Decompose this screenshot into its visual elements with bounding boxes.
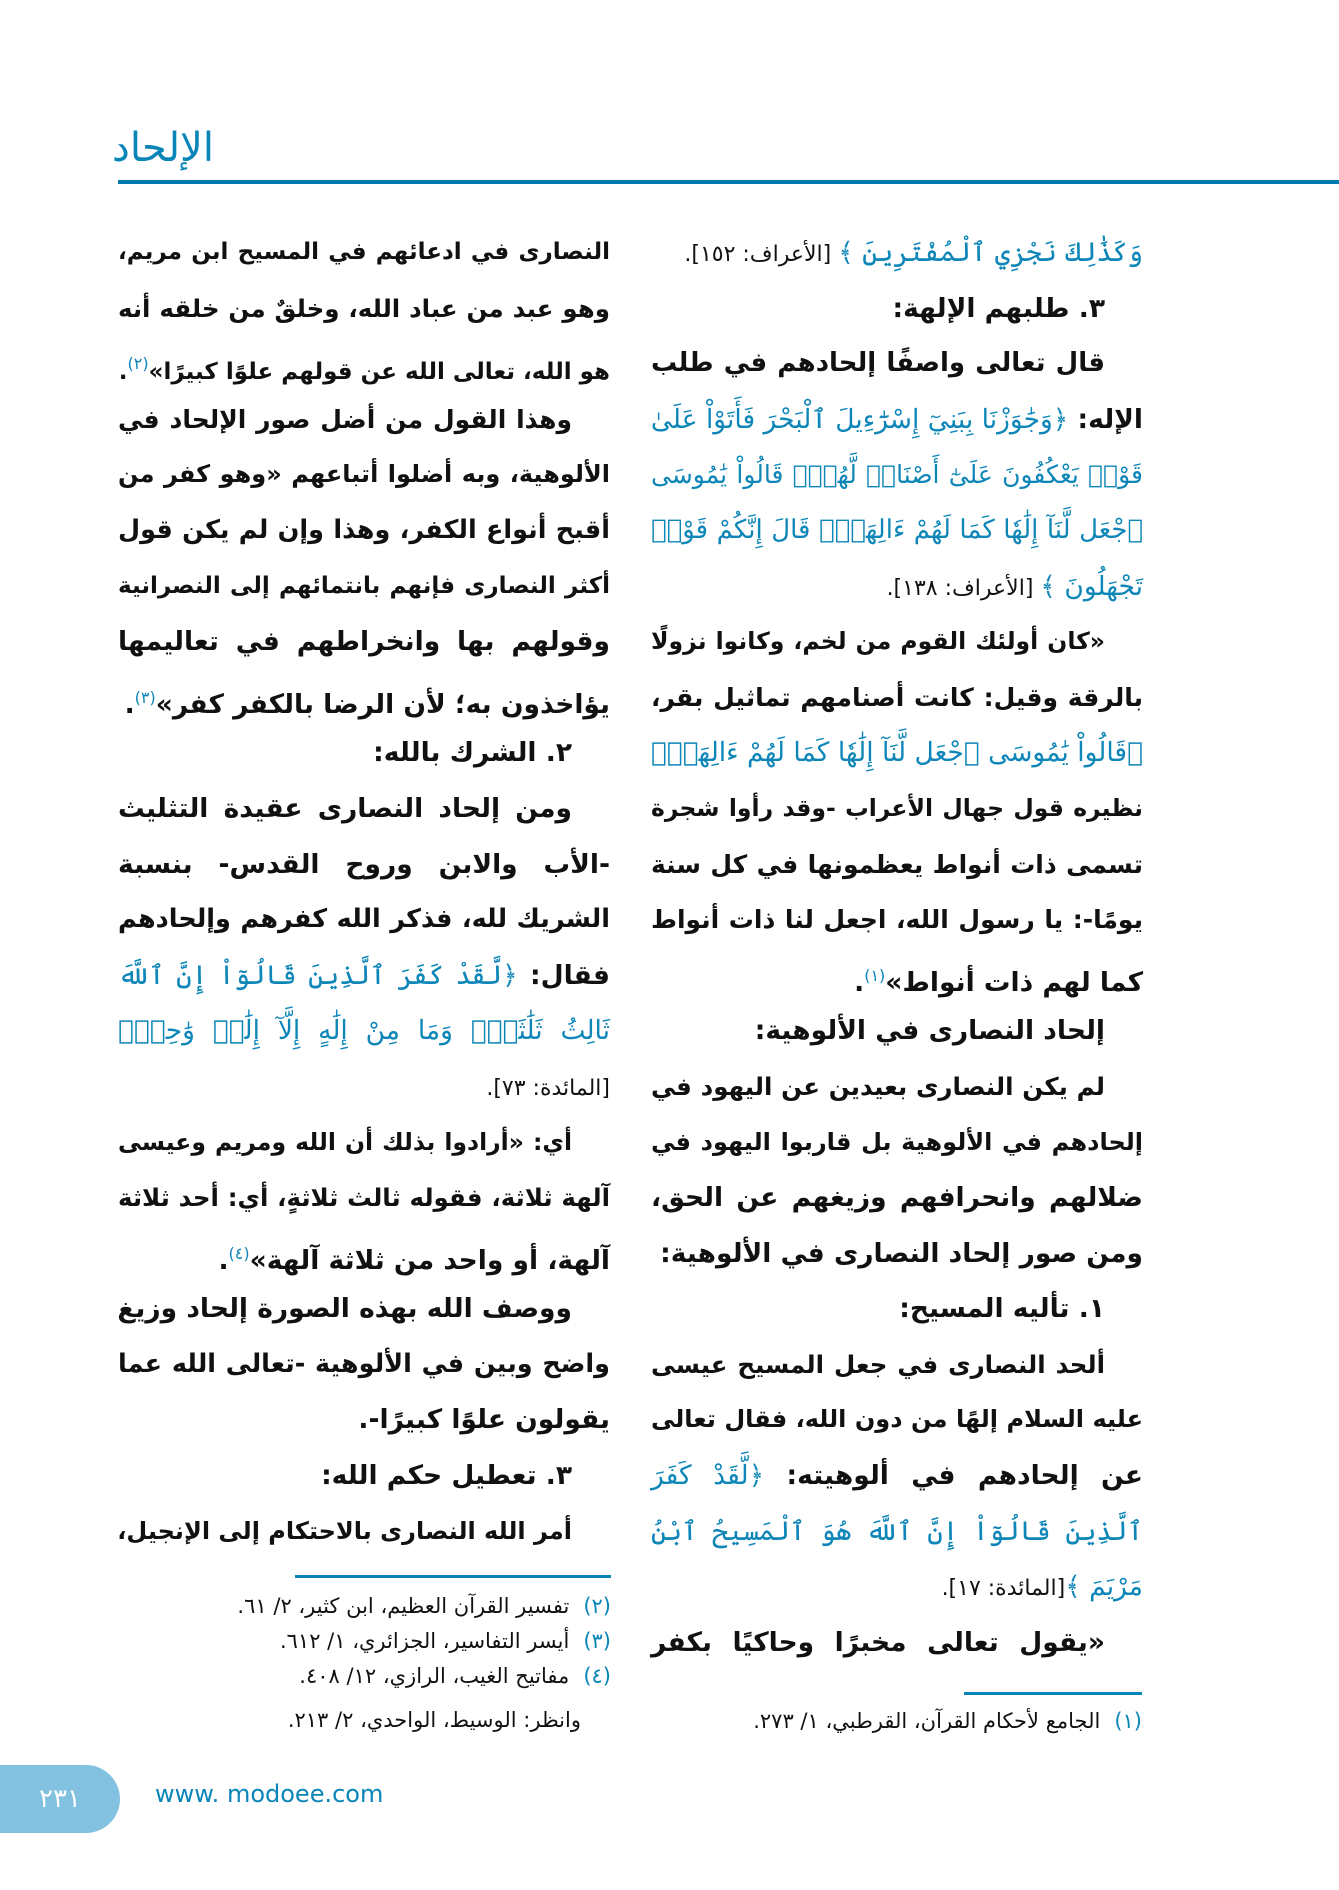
text: -الأب والابن وروح القدس- بنسبة (118, 848, 610, 880)
quran-verse: ﴿لَّقَدْ كَفَرَ (651, 1460, 765, 1492)
text-line (118, 281, 610, 337)
footnote-number: (٤) (583, 1664, 611, 1688)
text: «كان أولئك القوم من لخم، وكانوا نزولًا (651, 627, 1105, 656)
text: فقال: (517, 959, 610, 991)
footnote (651, 1704, 1142, 1739)
text: ألحد النصارى في جعل المسيح عيسى (651, 1349, 1105, 1379)
text-line (651, 1559, 1143, 1615)
text: كما لهم ذات أنواط» (885, 966, 1143, 998)
quran-verse: قَوْمٖ يَعْكُفُونَ عَلَىٰٓ أَصْنَامٖ لَّهُمْۚ قَالُواْ يَٰمُوسَى (651, 460, 1143, 490)
text: ومن صور إلحاد النصارى في الألوهية: (660, 1237, 1143, 1269)
text-line (651, 1170, 1143, 1226)
quran-verse: ﴿لَّقَدْ كَفَرَ ٱلَّذِينَ قَالُوٓاْ إِنَّ ٱللَّهَ (118, 959, 518, 991)
text: . (218, 1244, 229, 1276)
footnote-divider-right (964, 1692, 1142, 1695)
text: آلهة، أو واحد من ثلاثة آلهة» (249, 1244, 610, 1276)
text: ١. تأليه المسيح: (899, 1293, 1105, 1325)
text-line (651, 725, 1143, 781)
text: نظيره قول جهال الأعراب -وقد رأوا شجرة (651, 793, 1143, 822)
text-line (651, 837, 1143, 893)
verse-reference: [المائدة: ١٧]. (941, 1576, 1066, 1602)
text: . (124, 688, 135, 720)
text-line (651, 614, 1143, 670)
section-heading (118, 1504, 610, 1560)
section-heading (651, 1003, 1143, 1059)
text-line (118, 1170, 610, 1226)
section-heading (651, 1281, 1143, 1337)
text-line (651, 447, 1143, 503)
text-line (651, 1448, 1143, 1504)
text: ووصف الله بهذه الصورة إلحاد وزيغ (117, 1293, 572, 1325)
section-heading (118, 1448, 610, 1504)
text: يومًا-: يا رسول الله، اجعل لنا ذات أنواط (651, 905, 1143, 935)
text: وقولهم بها وانخراطهم في تعاليمها (118, 626, 610, 658)
text-line (118, 781, 610, 837)
text-line (651, 392, 1143, 448)
text-line (651, 1059, 1143, 1115)
text: عليه السلام إلهًا من دون الله، فقال تعالى (651, 1405, 1143, 1434)
text: آلهة ثلاثة، فقوله ثالث ثلاثةٍ، أي: أحد ثلاثة (118, 1183, 610, 1213)
footnote-marker[interactable]: (١) (864, 965, 886, 985)
text-line (651, 225, 1143, 281)
text-line (651, 1337, 1143, 1393)
text: وهذا القول من أضل صور الإلحاد في (118, 404, 572, 434)
footnotes-left (118, 1589, 611, 1738)
text: الإله: (1068, 403, 1143, 435)
text: . (854, 966, 865, 998)
quran-verse: ٱلَّذِينَ قَالُوٓاْ إِنَّ ٱللَّهَ هُوَ ٱلْمَسِيحُ ٱبْنُ (651, 1515, 1143, 1547)
text-line (118, 1059, 610, 1115)
footnote-marker[interactable]: (٣) (134, 687, 156, 707)
footnote-number: (٣) (583, 1629, 611, 1653)
quran-verse: ثَالِثُ ثَلَٰثَةٖۘ وَمَا مِنْ إِلَٰهٍ إِلَّآ إِلَٰهٞ وَٰحِدٞ﴾ (118, 1015, 610, 1047)
text-line (118, 614, 610, 670)
text: ٣. طلبهم الإلهة: (892, 292, 1105, 324)
text: إلحادهم في الألوهية بل قاربوا اليهود في (651, 1127, 1143, 1156)
text: أمر الله النصارى بالاحتكام إلى الإنجيل، (117, 1516, 572, 1545)
page-number: ٢٣١ (39, 1784, 81, 1814)
text-line (118, 1003, 610, 1059)
text: ٢. الشرك بالله: (373, 737, 572, 769)
footnote-number: (٢) (583, 1594, 611, 1618)
text: أي: «أرادوا بذلك أن الله ومريم وعيسى (118, 1127, 572, 1156)
footnote-text: الجامع لأحكام القرآن، القرطبي، ١/ ٢٧٣. (753, 1709, 1101, 1733)
text-line (651, 1504, 1143, 1560)
section-heading (651, 281, 1143, 337)
text: أقبح أنواع الكفر، وهذا وإن لم يكن قول (118, 514, 610, 545)
footnote-see-also: وانظر: الوسيط، الواحدي، ٢/ ٢١٣. (287, 1708, 581, 1732)
footnote-text: تفسير القرآن العظيم، ابن كثير، ٢/ ٦١. (237, 1594, 570, 1618)
quran-verse: ٱجْعَل لَّنَآ إِلَٰهٗا كَمَا لَهُمْ ءَالِهَةٞۚ قَالَ إِنَّكُمْ قَوْمٞ (651, 514, 1143, 545)
text-line (651, 503, 1143, 559)
footnotes-right (651, 1704, 1142, 1739)
text: يؤاخذون به؛ لأن الرضا بالكفر كفر» (155, 688, 610, 720)
footnote-divider-left (295, 1575, 611, 1578)
quran-verse: ﴿وَجَٰوَزْنَا بِبَنِيٓ إِسْرَٰٓءِيلَ ٱلْبَحْرَ فَأَتَوْاْ عَلَىٰ (650, 403, 1069, 435)
text-line (651, 1226, 1143, 1282)
text: قال تعالى واصفًا إلحادهم في طلب (651, 348, 1105, 379)
text: عن إلحادهم في ألوهيته: (764, 1460, 1143, 1492)
verse-reference: [الأعراف: ١٣٨]. (886, 575, 1041, 601)
text-line (651, 559, 1143, 615)
text-line (651, 1615, 1143, 1671)
text: هو الله، تعالى الله عن قولهم علوًا كبيرًا» (148, 359, 610, 386)
text: الألوهية، وبه أضلوا أتباعهم «وهو كفر من (118, 460, 610, 489)
text: ضلالهم وانحرافهم وزيغهم عن الحق، (651, 1182, 1143, 1214)
text-line (651, 781, 1143, 837)
text-line (118, 892, 610, 948)
text-line (118, 1337, 610, 1393)
text: بالرقة وقيل: كانت أصنامهم تماثيل بقر، (651, 682, 1143, 712)
quran-verse: مَرْيَمَ ﴾ (1065, 1571, 1143, 1603)
text-line (118, 447, 610, 503)
text-line (118, 837, 610, 893)
text: النصارى في ادعائهم في المسيح ابن مريم، (118, 239, 610, 265)
footnote (118, 1659, 611, 1694)
text-line (118, 1226, 610, 1282)
page-number-badge (0, 1765, 120, 1833)
text: «يقول تعالى مخبرًا وحاكيًا بكفر (651, 1626, 1105, 1658)
chapter-title: الإلحاد (112, 125, 214, 171)
text-line (118, 336, 610, 392)
footnote-text: أيسر التفاسير، الجزائري، ١/ ٦١٢. (279, 1629, 570, 1653)
footnote-number: (١) (1114, 1709, 1142, 1733)
text-line (118, 1392, 610, 1448)
footnote-marker[interactable]: (٤) (228, 1243, 250, 1263)
verse-reference: [الأعراف: ١٥٢]. (684, 242, 839, 267)
text: أكثر النصارى فإنهم بانتمائهم إلى النصرانية (118, 572, 610, 599)
footnote (118, 1589, 611, 1624)
text: واضح وبين في الألوهية -تعالى الله عما (118, 1348, 610, 1379)
footnote-marker[interactable]: (٢) (127, 354, 149, 374)
quran-verse: تَجْهَلُونَ ﴾ (1040, 570, 1143, 602)
verse-reference: [المائدة: ٧٣]. (486, 1075, 610, 1101)
text: وهو عبد من عباد الله، وخلقٌ من خلقه أنه (118, 293, 610, 323)
text: إلحاد النصارى في الألوهية: (754, 1015, 1105, 1047)
text: . (118, 359, 128, 386)
text-line (118, 1115, 610, 1171)
text-line (651, 1392, 1143, 1448)
text-line (118, 503, 610, 559)
left-text-column (118, 225, 610, 1559)
quran-verse: ﴿قَالُواْ يَٰمُوسَى ٱجْعَل لَّنَآ إِلَٰهٗا كَمَا لَهُمْ ءَالِهَةٞ﴾ (650, 737, 1143, 769)
text-line (651, 892, 1143, 948)
text: الشريك لله، فذكر الله كفرهم وإلحادهم (118, 904, 610, 935)
text: يقولون علوًا كبيرًا-. (358, 1404, 610, 1436)
text: ٣. تعطيل حكم الله: (321, 1460, 572, 1492)
section-heading (118, 725, 610, 781)
footnote-text: مفاتيح الغيب، الرازي، ١٢/ ٤٠٨. (299, 1664, 570, 1688)
quran-verse: وَكَذَٰلِكَ نَجْزِي ٱلْمُفْتَرِينَ ﴾ (838, 237, 1143, 268)
text-line (118, 670, 610, 726)
text-line (651, 670, 1143, 726)
text-line (118, 948, 610, 1004)
text-line (118, 1281, 610, 1337)
text-line (118, 225, 610, 281)
text: لم يكن النصارى بعيدين عن اليهود في (651, 1071, 1105, 1101)
text-line (118, 559, 610, 615)
text-line (651, 336, 1143, 392)
text: تسمى ذات أنواط يعظمونها في كل سنة (651, 849, 1143, 879)
text-line (651, 1115, 1143, 1171)
right-text-column (651, 225, 1143, 1670)
footnote (118, 1624, 611, 1659)
website-url: www. modoee.com (155, 1780, 384, 1808)
text: ومن إلحاد النصارى عقيدة التثليث (118, 792, 572, 824)
header-divider (118, 180, 1339, 184)
text-line (118, 392, 610, 448)
text-line (651, 948, 1143, 1004)
